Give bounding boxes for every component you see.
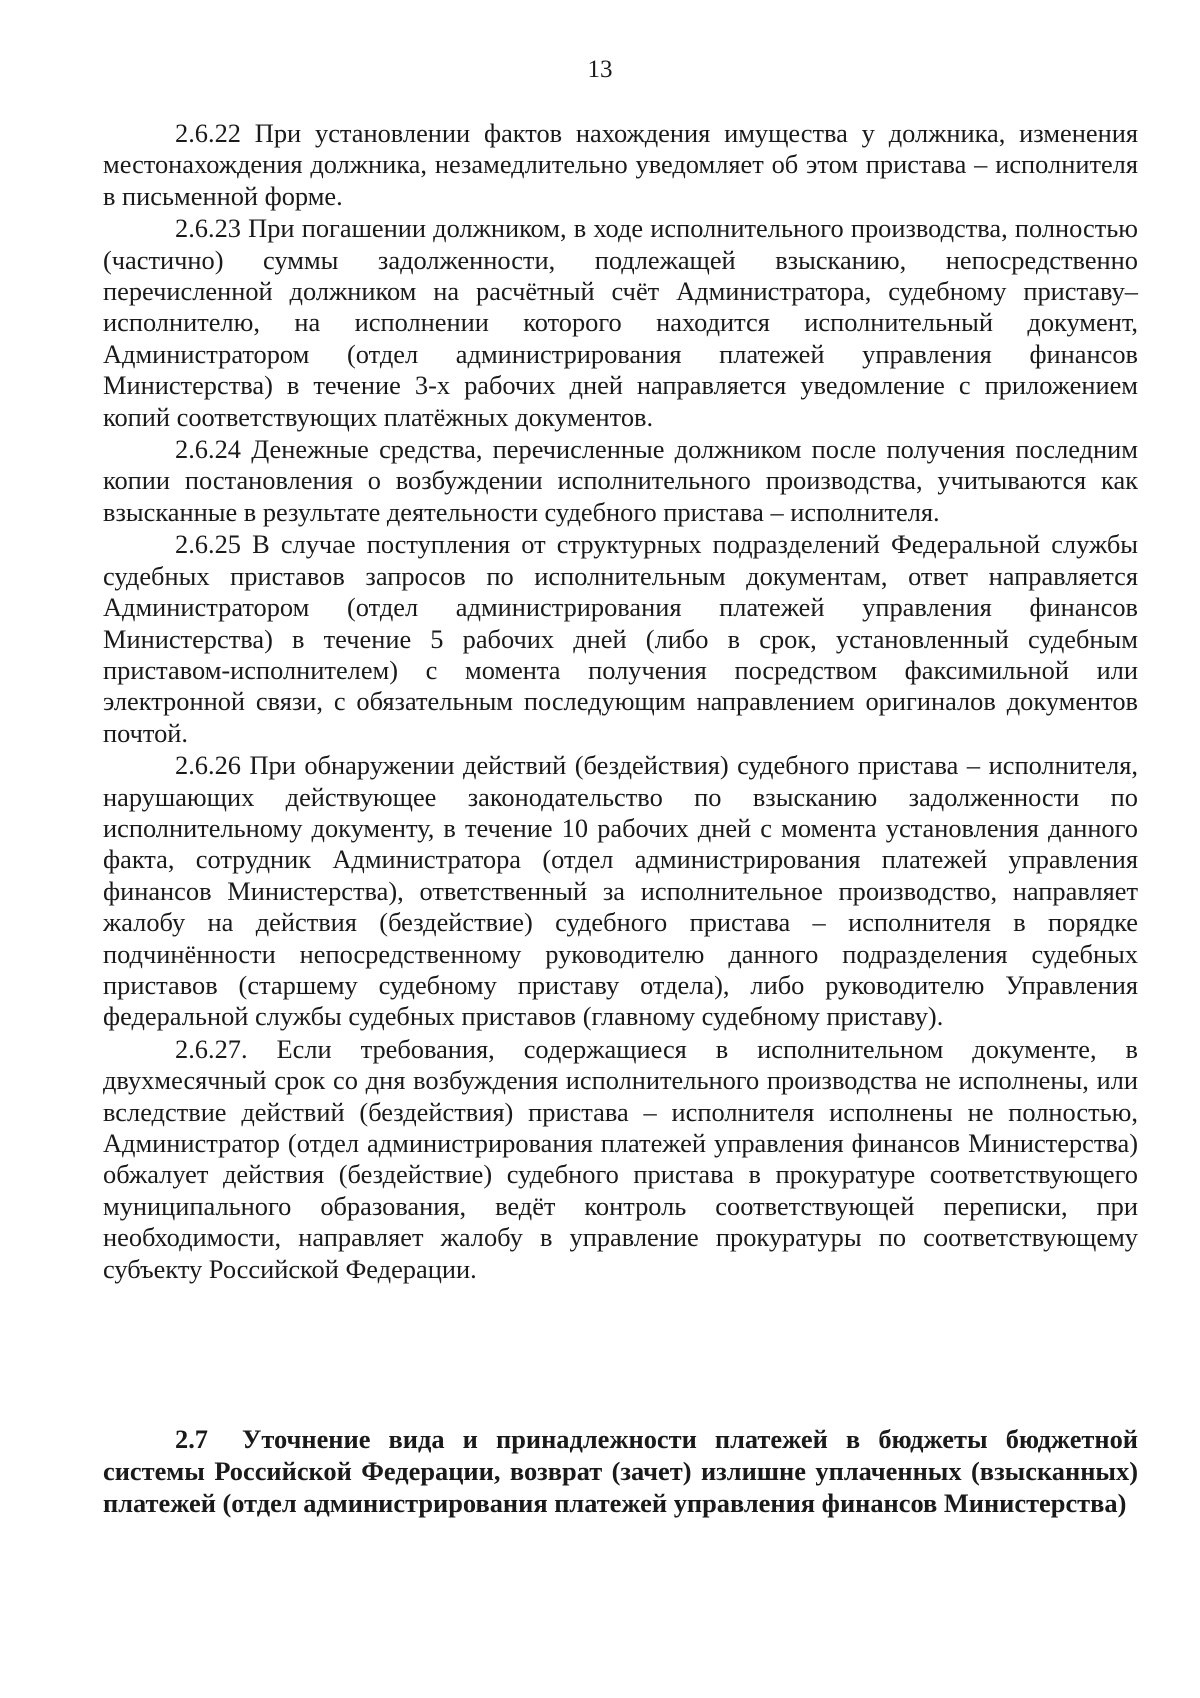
paragraph-2-6-24: 2.6.24 Денежные средства, перечисленные должником после получения последним копии постановления о возбуждении исполнительного производства, учитываются как взысканные в результате деятельности судебного пристава – исполнителя. <box>103 434 1138 527</box>
paragraph-2-6-26: 2.6.26 При обнаружении действий (бездействия) судебного пристава – исполнителя, нарушающих действующее законодательство по взысканию задолженности по исполнительному документу, в течение 10 рабочих дней с момента установления данного факта, сотрудник Администратора (отдел администрирования платежей управления финансов Министерства), ответственный за исполнительное производство, направляет жалобу на действия (бездействие) судебного пристава – исполнителя в порядке подчинённости непосредственному руководителю данного подразделения судебных приставов (старшему судебному приставу отдела), либо руководителю Управления федеральной службы судебных приставов (главному судебному приставу). <box>103 750 1138 1032</box>
section-heading-2-7 <box>103 1423 1138 1519</box>
section-title: Уточнение вида и принадлежности платежей в бюджеты бюджетной системы Российской Федерации, возврат (зачет) излишне уплаченных (взысканных) платежей (отдел администрирования платежей управления финансов Министерства) <box>103 1424 1138 1518</box>
paragraph-2-6-25: 2.6.25 В случае поступления от структурных подразделений Федеральной службы судебных приставов запросов по исполнительным документам, ответ направляется Администратором (отдел администрирования платежей управления финансов Министерства) в течение 5 рабочих дней (либо в срок, установленный судебным приставом-исполнителем) с момента получения посредством факсимильной или электронной связи, с обязательным последующим направлением оригиналов документов почтой. <box>103 529 1138 748</box>
paragraph-2-6-27: 2.6.27. Если требования, содержащиеся в исполнительном документе, в двухмесячный срок со дня возбуждения исполнительного производства не исполнены, или вследствие действий (бездействия) пристава – исполнителя исполнены не полностью, Администратор (отдел администрирования платежей управления финансов Министерства) обжалует действия (бездействие) судебного пристава в прокуратуре соответствующего муниципального образования, ведёт контроль соответствующей переписки, при необходимости, направляет жалобу в управление прокуратуры по соответствующему субъекту Российской Федерации. <box>103 1033 1138 1284</box>
paragraph-2-6-23: 2.6.23 При погашении должником, в ходе исполнительного производства, полностью (частично) суммы задолженности, подлежащей взысканию, непосредственно перечисленной должником на расчётный счёт Администратора, судебному приставу–исполнителю, на исполнении которого находится исполнительный документ, Администратором (отдел администрирования платежей управления финансов Министерства) в течение 3-х рабочих дней направляется уведомление с приложением копий соответствующих платёжных документов. <box>103 213 1138 432</box>
document-body <box>103 118 1138 1286</box>
page-number: 13 <box>587 56 613 83</box>
paragraph-2-6-22: 2.6.22 При установлении фактов нахождения имущества у должника, изменения местонахождения должника, незамедлительно уведомляет об этом пристава – исполнителя в письменной форме. <box>103 118 1138 211</box>
section-number: 2.7 <box>175 1424 208 1454</box>
